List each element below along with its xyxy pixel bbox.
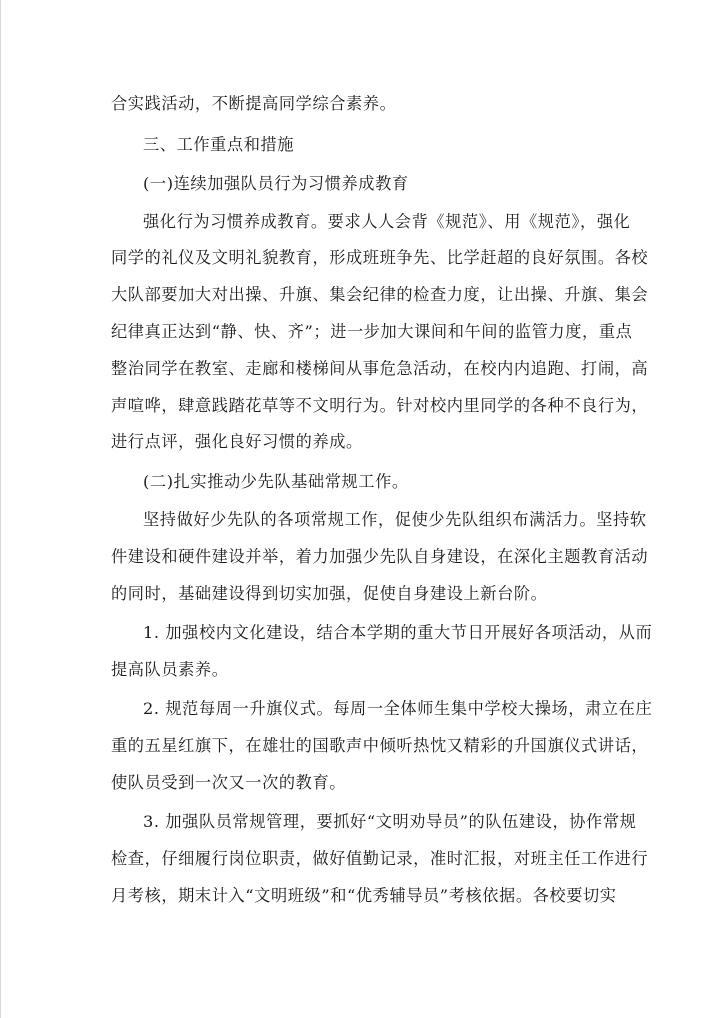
- text-line: 声喧哗，肆意践踏花草等不文明行为。针对校内里同学的各种不良行为，: [111, 396, 649, 415]
- list-item-text: 提高队员素养。: [111, 660, 229, 679]
- list-item-text: 1. 加强校内文化建设，结合本学期的重大节日开展好各项活动，从而: [143, 623, 653, 642]
- list-item-text: 3. 加强队员常规管理，要抓好“文明劝导员”的队伍建设，协作常规: [143, 812, 637, 831]
- subsection-heading: (二)扎实推动少先队基础常规工作。: [143, 472, 409, 491]
- list-item-text: 2. 规范每周一升旗仪式。每周一全体师生集中学校大操场，肃立在庄: [143, 699, 653, 718]
- list-item-text: 重的五星红旗下，在雄壮的国歌声中倾听热忱又精彩的升国旗仪式讲话，: [111, 736, 649, 755]
- text-line: 件建设和硬件建设并举，着力加强少先队自身建设，在深化主题教育活动: [111, 547, 649, 566]
- text-line: 进行点评，强化良好习惯的养成。: [111, 432, 363, 451]
- subsection-heading: (一)连续加强队员行为习惯养成教育: [143, 174, 409, 193]
- list-item-text: 检查，仔细履行岗位职责，做好值勤记录，准时汇报，对班主任工作进行: [111, 849, 649, 868]
- text-line: 合实践活动，不断提高同学综合素养。: [111, 94, 397, 113]
- section-heading: 三、工作重点和措施: [143, 135, 295, 154]
- text-line: 纪律真正达到“静、快、齐”；进一步加大课间和午间的监管力度，重点: [111, 322, 633, 341]
- text-line: 的同时，基础建设得到切实加强，促使自身建设上新台阶。: [111, 584, 548, 603]
- text-line: 坚持做好少先队的各项常规工作，促使少先队组织布满活力。坚持软: [143, 510, 647, 529]
- list-item-text: 月考核，期末计入“文明班级”和“优秀辅导员”考核依据。各校要切实: [111, 886, 617, 905]
- text-line: 同学的礼仪及文明礼貌教育，形成班班争先、比学赶超的良好氛围。各校: [111, 248, 649, 267]
- text-line: 整治同学在教室、走廊和楼梯间从事危急活动，在校内内追跑、打闹，高: [111, 359, 649, 378]
- list-item-text: 使队员受到一次又一次的教育。: [111, 773, 347, 792]
- text-line: 强化行为习惯养成教育。要求人人会背《规范》、用《规范》，强化: [143, 212, 631, 231]
- text-line: 大队部要加大对出操、升旗、集会纪律的检查力度，让出操、升旗、集会: [111, 285, 649, 304]
